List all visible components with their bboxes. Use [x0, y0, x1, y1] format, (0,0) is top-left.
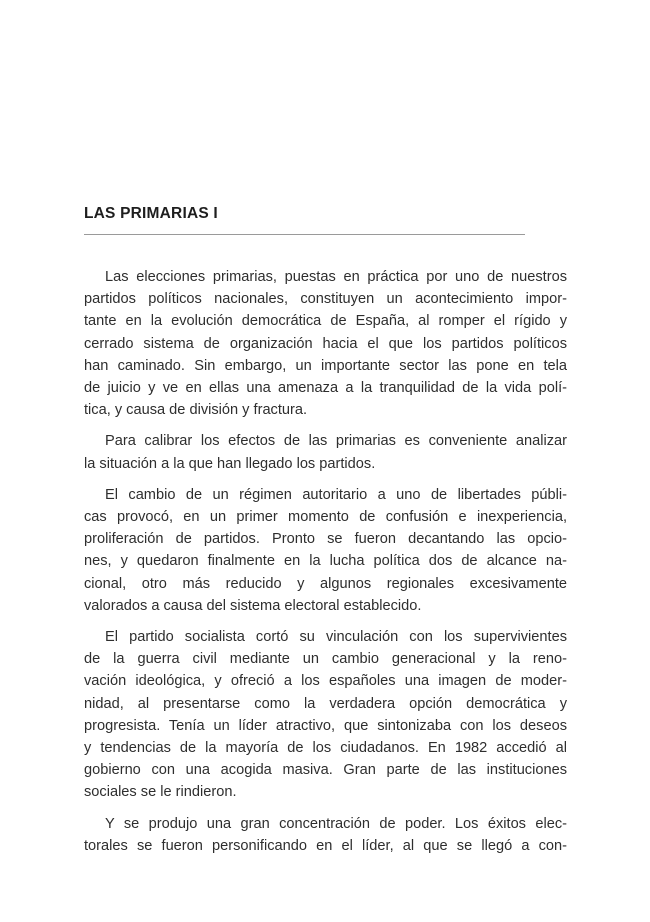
text-line: de juicio y ve en ellas una amenaza a la tranquilidad de la vida polí-	[84, 380, 567, 397]
text-line: cas provocó, en un primer momento de confusión e inexperiencia,	[84, 509, 567, 526]
text-line: sociales se le rindieron.	[84, 784, 237, 801]
text-line: han caminado. Sin embargo, un importante sector las pone en tela	[84, 357, 567, 374]
paragraph-1	[84, 266, 567, 421]
text-line: cional, otro más reducido y algunos regionales excesivamente	[84, 575, 567, 592]
text-line: tica, y causa de división y fractura.	[84, 402, 308, 419]
text-line: de la guerra civil mediante un cambio generacional y la reno-	[84, 651, 567, 668]
chapter-title: LAS PRIMARIAS I	[84, 205, 218, 222]
text-line: proliferación de partidos. Pronto se fueron decantando las opcio-	[84, 531, 567, 548]
title-underline	[84, 234, 525, 235]
text-line: Y se produjo una gran concentración de poder. Los éxitos elec-	[105, 815, 567, 832]
paragraph-5	[84, 813, 567, 857]
text-line: nes, y quedaron finalmente en la lucha política dos de alcance na-	[84, 553, 567, 570]
text-line: la situación a la que han llegado los partidos.	[84, 455, 376, 472]
text-line: torales se fueron personificando en el líder, al que se llegó a con-	[84, 837, 567, 854]
text-line: El partido socialista cortó su vinculación con los supervivientes	[105, 629, 567, 646]
text-line: partidos políticos nacionales, constituyen un acontecimiento impor-	[84, 291, 567, 308]
text-line: tante en la evolución democrática de España, al romper el rígido y	[84, 313, 567, 330]
body-text	[84, 266, 567, 866]
text-line: progresista. Tenía un líder atractivo, que sintonizaba con los deseos	[84, 717, 567, 734]
paragraph-3	[84, 484, 567, 617]
text-line: nidad, al presentarse como la verdadera opción democrática y	[84, 695, 567, 712]
text-line: gobierno con una acogida masiva. Gran parte de las instituciones	[84, 762, 567, 779]
paragraph-4	[84, 626, 567, 804]
text-line: El cambio de un régimen autoritario a uno de libertades públi-	[105, 486, 567, 503]
text-line: y tendencias de la mayoría de los ciudadanos. En 1982 accedió al	[84, 740, 567, 757]
text-line: Para calibrar los efectos de las primarias es conveniente analizar	[105, 433, 567, 450]
paragraph-2	[84, 430, 567, 474]
text-line: cerrado sistema de organización hacia el que los partidos políticos	[84, 335, 567, 352]
text-line: Las elecciones primarias, puestas en práctica por uno de nuestros	[105, 269, 567, 285]
text-line: vación ideológica, y ofreció a los españoles una imagen de moder-	[84, 673, 567, 690]
text-line: valorados a causa del sistema electoral establecido.	[84, 597, 422, 614]
